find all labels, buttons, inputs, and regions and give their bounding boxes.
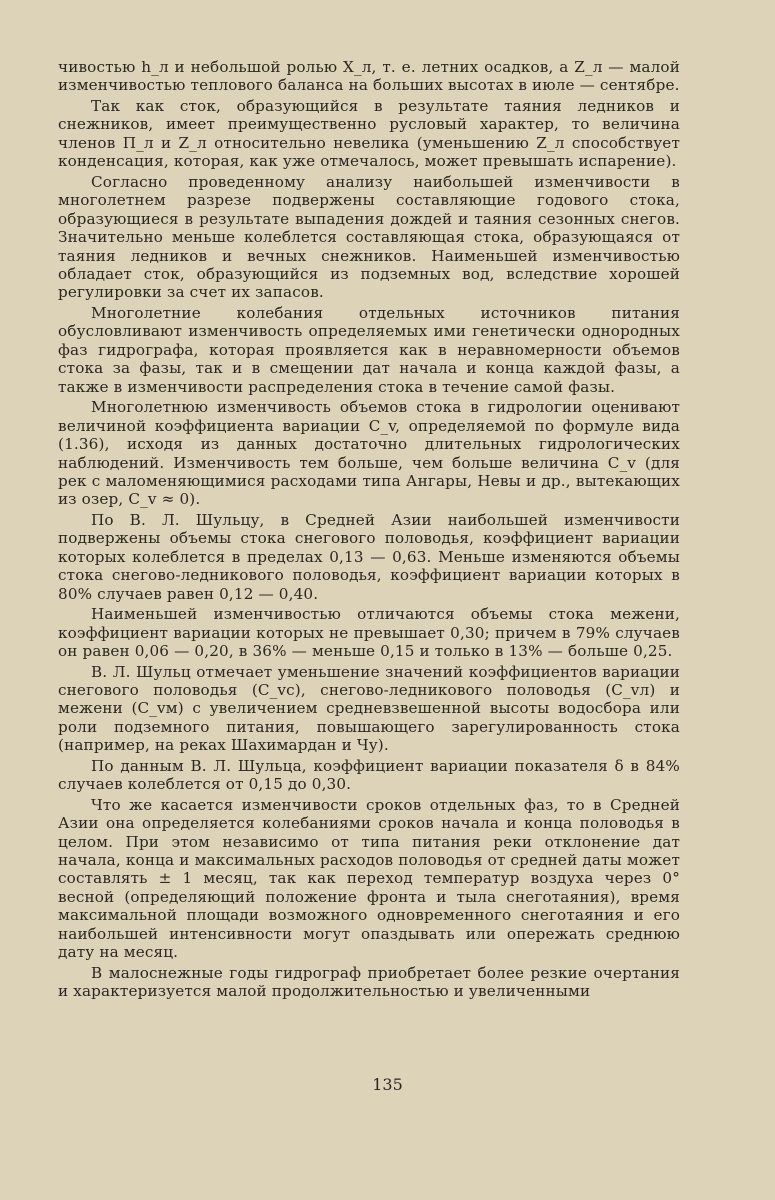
paragraph-5: Многолетнюю изменчивость объемов стока в гидрологии оценивают величиной коэффициента вариации C_v, определяемой по формуле вида (1.36), исходя из данных достаточно длительных гидрологических наблюдений. Изменчивость тем больше, чем больше величина C_v (для рек с маломеняющимися расходами типа Ангары, Невы и др., вытекающих из озер, C_v ≈ 0).	[58, 398, 680, 509]
paragraph-11: В малоснежные годы гидрограф приобретает более резкие очертания и характеризуется малой продолжительностью и увеличенными	[58, 963, 680, 1001]
paragraph-10: Что же касается изменчивости сроков отдельных фаз, то в Средней Азии она определяется колебаниями сроков начала и конца половодья в целом. При этом независимо от типа питания реки отклонение дат начала, конца и максимальных расходов половодья от средней даты может составлять ± 1 месяц, так как переход температур воздуха через 0° весной (определяющий положение фронта и тыла снеготаяния), время максимальной площади возможного одновременного снеготаяния и его наибольшей интенсивности могут опаздывать или опережать среднюю дату на месяц.	[58, 795, 680, 962]
paragraph-8: В. Л. Шульц отмечает уменьшение значений коэффициентов вариации снегового половодья (C_vc), снегово-ледникового половодья (C_vл) и межени (C_vм) с увеличением средневзвешенной высоты водосбора или роли подземного питания, повышающего зарегулированность стока (например, на реках Шахимардан и Чу).	[58, 662, 680, 755]
paragraph-3: Согласно проведенному анализу наибольшей изменчивости в многолетнем разрезе подвержены составляющие годового стока, образующиеся в результате выпадения дождей и таяния сезонных снегов. Значительно меньше колеблется составляющая стока, образующаяся от таяния ледников и вечных снежников. Наименьшей изменчивостью обладает сток, образующийся из подземных вод, вследствие хорошей регулировки за счет их запасов.	[58, 172, 680, 302]
page-text	[58, 58, 680, 1003]
paragraph-2: Так как сток, образующийся в результате таяния ледников и снежников, имеет преимущественно русловый характер, то величина членов П_л и Z_л относительно невелика (уменьшению Z_л способствует конденсация, которая, как уже отмечалось, может превышать испарение).	[58, 96, 680, 171]
paragraph-7: Наименьшей изменчивостью отличаются объемы стока межени, коэффициент вариации которых не превышает 0,30; причем в 79% случаев он равен 0,06 — 0,20, в 36% — меньше 0,15 и только в 13% — больше 0,25.	[58, 605, 680, 661]
paragraph-4: Многолетние колебания отдельных источников питания обусловливают изменчивость определяемых ими генетически однородных фаз гидрографа, которая проявляется как в неравномерности объемов стока за фазы, так и в смещении дат начала и конца каждой фазы, а также в изменчивости распределения стока в течение самой фазы.	[58, 303, 680, 396]
paragraph-6: По В. Л. Шульцу, в Средней Азии наибольшей изменчивости подвержены объемы стока снегового половодья, коэффициент вариации которых колеблется в пределах 0,13 — 0,63. Меньше изменяются объемы стока снегово-ледникового половодья, коэффициент вариации которых в 80% случаев равен 0,12 — 0,40.	[58, 510, 680, 603]
page-number: 135	[372, 1075, 403, 1094]
paragraph-9: По данным В. Л. Шульца, коэффициент вариации показателя δ в 84% случаев колеблется от 0,15 до 0,30.	[58, 756, 680, 794]
paragraph-1: чивостью h_л и небольшой ролью X_л, т. е. летних осадков, а Z_л — малой изменчивостью теплового баланса на больших высотах в июле — сентябре.	[58, 58, 680, 95]
